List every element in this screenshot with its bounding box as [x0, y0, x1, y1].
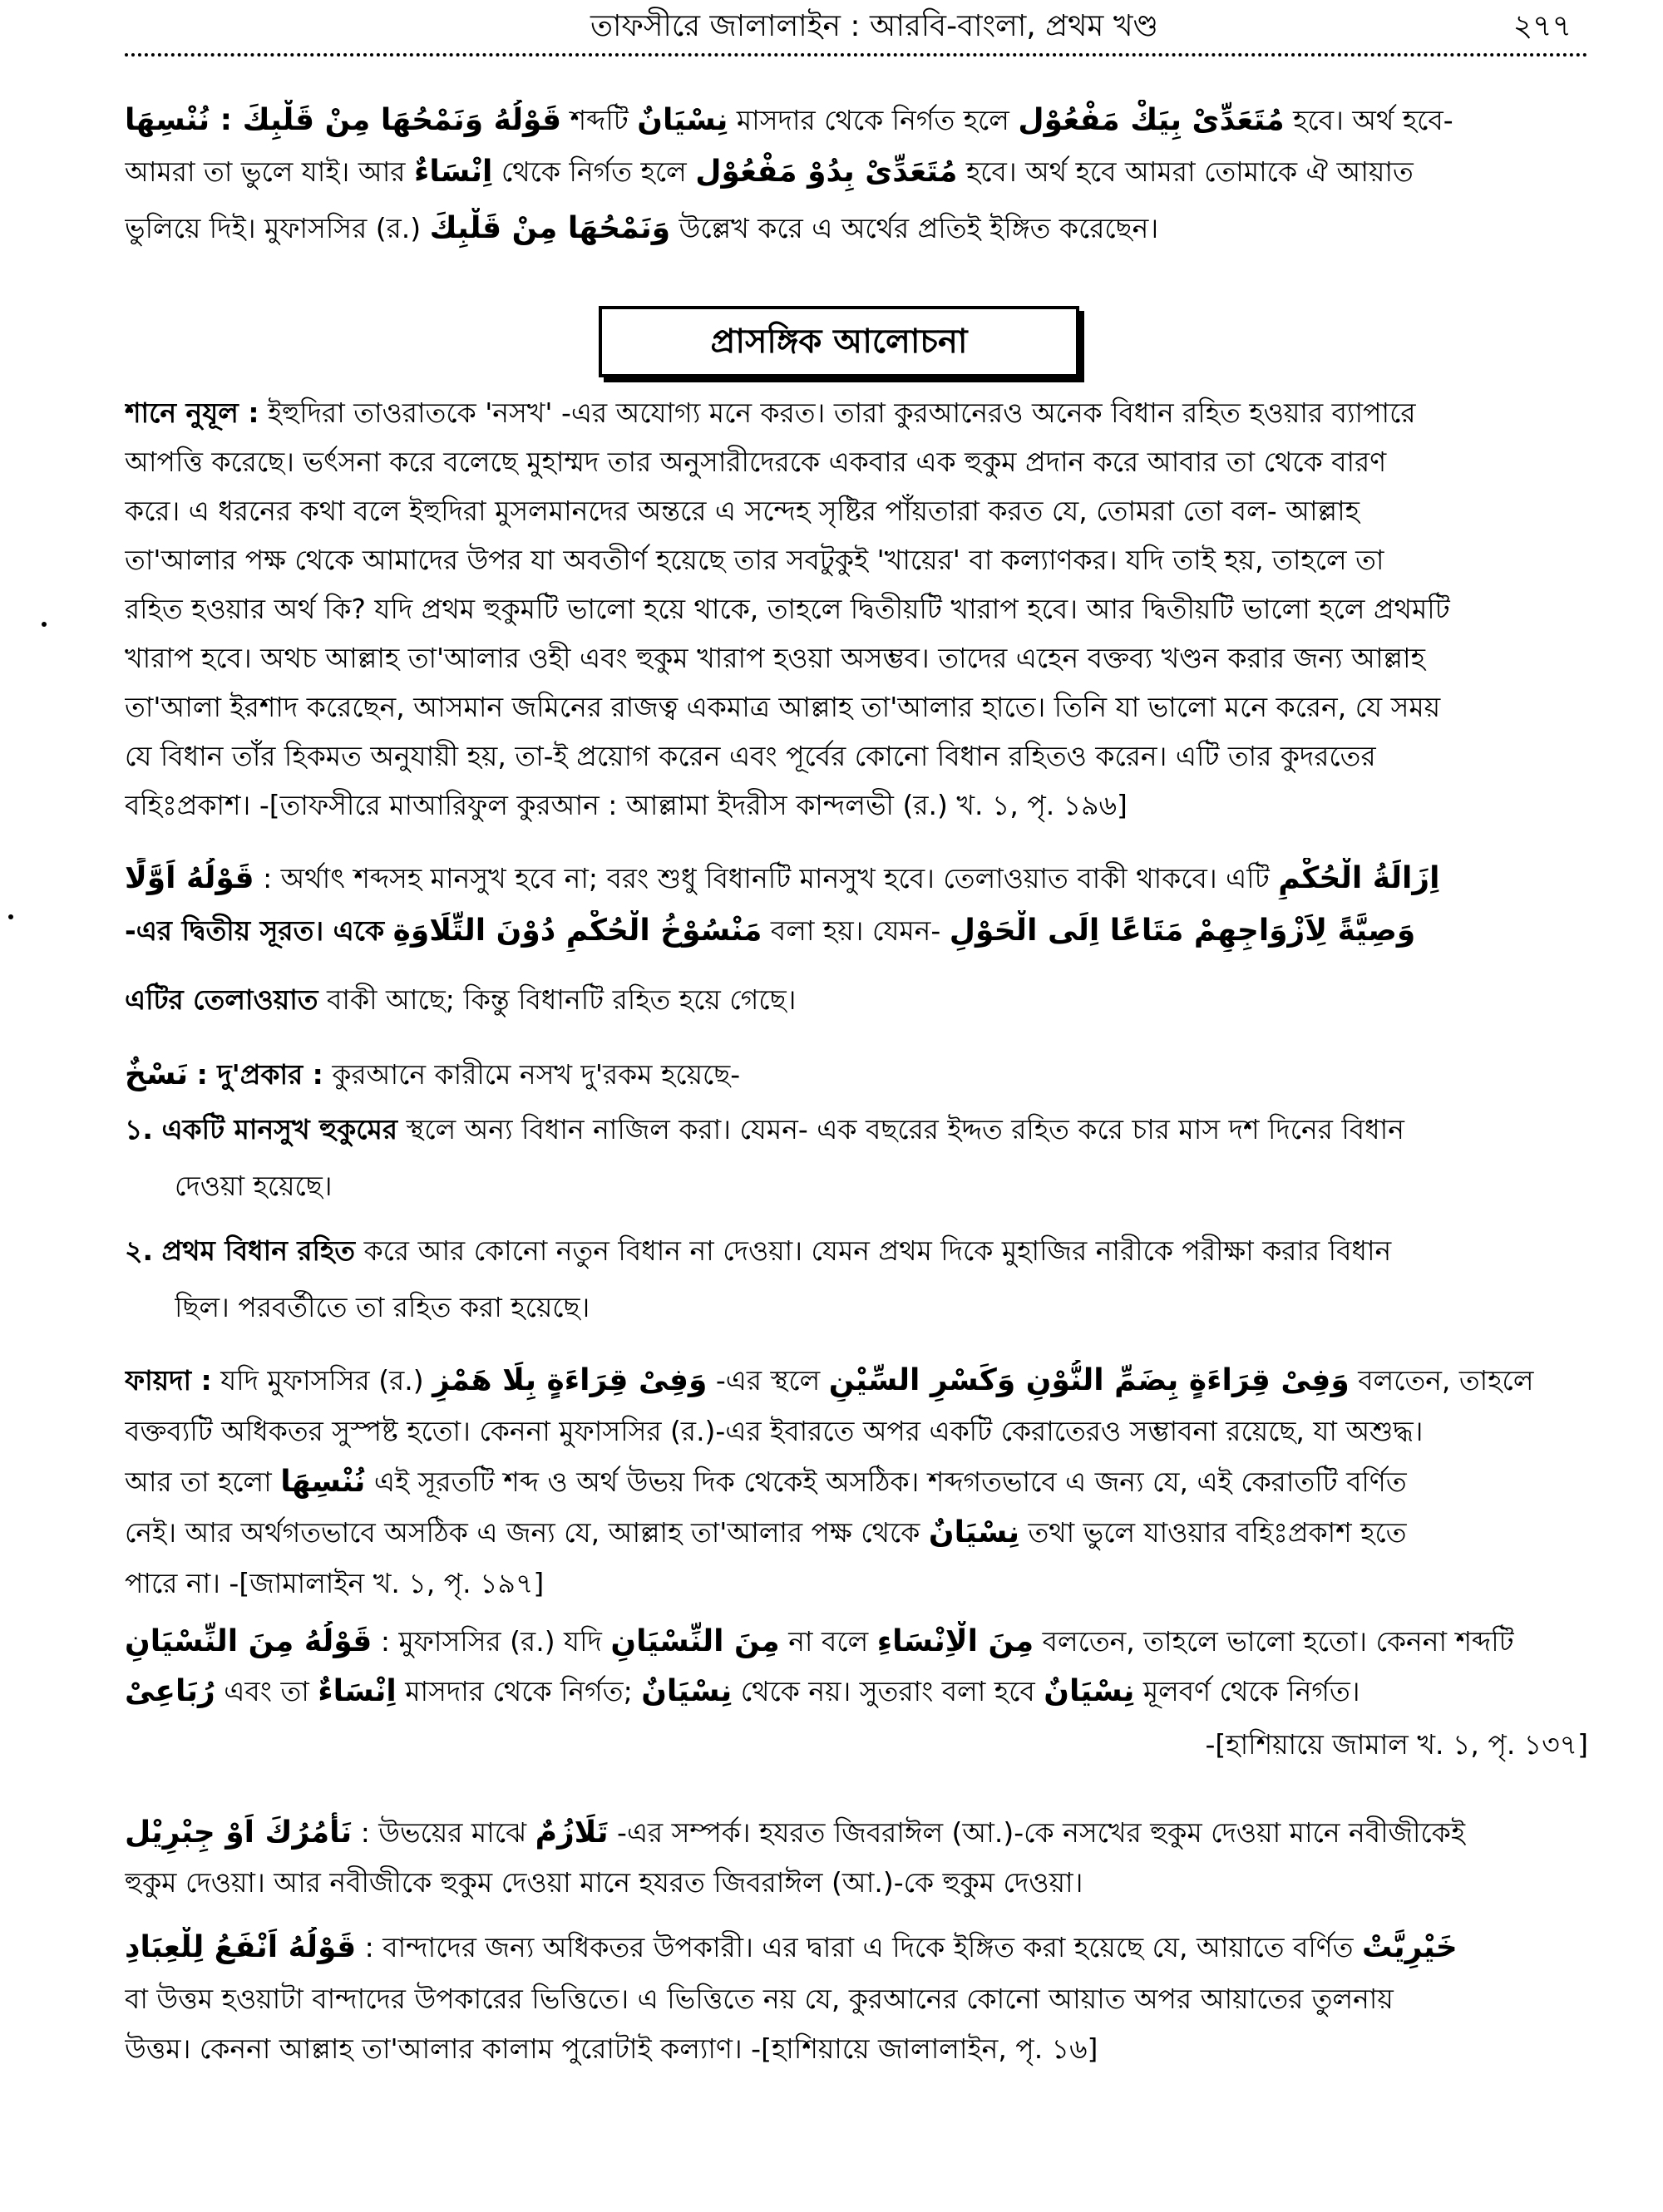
section-heading-box: প্রাসঙ্গিক আলোচনা — [599, 306, 1079, 377]
running-header — [125, 0, 1588, 50]
naskh-item-1-cont: দেওয়া হয়েছে। — [175, 1170, 333, 1202]
book-title: তাফসীরে জালালাইন : আরবি-বাংলা, প্রথম খণ্ড — [590, 9, 1158, 43]
text: কুরআনে কারীমে নসখ দু'রকম হয়েছে- — [332, 1058, 741, 1091]
list-number: ১. — [125, 1113, 153, 1145]
arabic-term: خَيْرِيَّتْ — [1362, 1930, 1458, 1964]
text: একটি মানসুখ হুকুমের — [161, 1113, 397, 1145]
text: শব্দটি — [570, 104, 629, 136]
arabic-verse: وَصِيَّةً لِاَزْوَاجِهِمْ مَتَاعًا اِلَى الْحَوْلِ — [949, 914, 1416, 948]
text: মাসদার থেকে নির্গত হলে — [736, 104, 1009, 136]
arabic-heading: قَوْلُهُ اَنْفَعُ لِلْعِبَادِ — [125, 1930, 357, 1964]
text: বাকী আছে; কিন্তু বিধানটি রহিত হয়ে গেছে। — [327, 983, 797, 1016]
arabic-term: نُنْسِهَا — [280, 1465, 366, 1499]
text: নেই। আর অর্থগতভাবে অসঠিক এ জন্য যে, আল্লাহ তা'আলার পক্ষ থেকে — [125, 1516, 920, 1549]
arabic-heading: قَوْلُهُ اَوَّلًا — [125, 861, 254, 895]
arabic-term: مُتَعَدِّىْ بِيَكْ مَفْعُوْل — [1018, 103, 1285, 137]
text: এবং তা — [224, 1675, 309, 1707]
min-nisyan-line-2 — [125, 1671, 1588, 1712]
arabic-term: مَنْسُوْخُ الْحُكْمِ دُوْنَ التِّلَاوَةِ — [392, 914, 762, 948]
shane-nuzul-citation: বহিঃপ্রকাশ। -[তাফসীরে মাআরিফুল কুরআন : আল্লামা ইদরীস কান্দলভী (র.) খ. ১, পৃ. ১৯৬] — [125, 789, 1128, 821]
text: থেকে নির্গত হলে — [501, 155, 687, 188]
text: মাসদার থেকে নির্গত; — [405, 1675, 633, 1707]
text: : মুফাসসির (র.) যদি — [380, 1625, 602, 1658]
text: না বলে — [788, 1625, 869, 1658]
shane-nuzul-line: আপত্তি করেছে। ভর্ৎসনা করে বলেছে মুহাম্মদ তার অনুসারীদেরকে একবার এক হুকুম প্রদান করে আবার তা থেকে বারণ — [125, 446, 1387, 478]
awwalan-line-1 — [125, 858, 1588, 899]
shane-nuzul-line: রহিত হওয়ার অর্থ কি? যদি প্রথম হুকুমটি ভালো হয়ে থাকে, তাহলে দ্বিতীয়টি খারাপ হবে। আর দ্বিতীয়টি ভালো হলে প্রথমটি — [125, 593, 1450, 625]
arabic-term: نِسْيَانٌ — [1044, 1674, 1135, 1708]
text: বলতেন, তাহলে ভালো হতো। কেননা শব্দটি — [1042, 1625, 1514, 1658]
intro-line-3 — [125, 208, 1588, 249]
min-nisyan-citation: -[হাশিয়ায়ে জামাল খ. ১, পৃ. ১৩৭] — [1205, 1728, 1588, 1761]
page-number: ২৭৭ — [1512, 9, 1572, 43]
text: আমরা তা ভুলে যাই। আর — [125, 155, 406, 188]
paragraph-label: শানে নুযূল : — [125, 397, 259, 429]
fayda-line-2: বক্তব্যটি অধিকতর সুস্পষ্ট হতো। কেননা মুফাসসির (র.)-এর ইবারতে অপর একটি কেরাতেরও সম্ভাবনা রয়েছে, যা অশুদ্ধ। — [125, 1415, 1424, 1447]
header-dotted-rule — [125, 53, 1588, 57]
shane-nuzul-line: করে। এ ধরনের কথা বলে ইহুদিরা মুসলমানদের অন্তরে এ সন্দেহ সৃষ্টির পাঁয়তারা করত যে, তোমরা তো বল- আল্লাহ — [125, 495, 1360, 527]
naskh-item-1 — [125, 1109, 1588, 1150]
intro-line-2 — [125, 151, 1588, 193]
text: তথা ভুলে যাওয়ার বহিঃপ্রকাশ হতে — [1028, 1516, 1407, 1549]
min-nisyan-line-1 — [125, 1621, 1588, 1663]
text: -এর দ্বিতীয় সূরত। একে — [125, 914, 385, 947]
awwalan-line-2 — [125, 910, 1588, 952]
text: : বান্দাদের জন্য অধিকতর উপকারী। এর দ্বারা এ দিকে ইঙ্গিত করা হয়েছে যে, আয়াতে বর্ণিত — [364, 1931, 1354, 1963]
namruka-line-1 — [125, 1812, 1588, 1854]
text: আর তা হলো — [125, 1466, 272, 1498]
naskh-item-2-cont: ছিল। পরবর্তীতে তা রহিত করা হয়েছে। — [175, 1291, 590, 1323]
arabic-term: اِزَالَةُ الْحُكْمِ — [1278, 861, 1440, 895]
fayda-line-4 — [125, 1512, 1588, 1554]
shane-nuzul-line: তা'আলা ইরশাদ করেছেন, আসমান জমিনের রাজত্ব একমাত্র আল্লাহ তা'আলার হাতে। তিনি যা ভালো মনে করেন, যে সময় — [125, 691, 1441, 723]
arabic-term: نِسْيَانٌ — [641, 1674, 733, 1708]
naskh-item-2 — [125, 1230, 1588, 1272]
scan-speck — [8, 914, 13, 919]
arabic-term: مِنَ الْاِنْسَاءِ — [876, 1624, 1034, 1658]
list-number: ২. — [125, 1234, 153, 1267]
paragraph-label: : দু'প্রকার : — [196, 1058, 323, 1091]
text: ভুলিয়ে দিই। মুফাসসির (র.) — [125, 212, 422, 244]
fayda-line-3 — [125, 1461, 1588, 1503]
fayda-citation: পারে না। -[জামালাইন খ. ১, পৃ. ১৯৭] — [125, 1567, 545, 1599]
arabic-term: رُبَاعِىْ — [125, 1674, 215, 1708]
text: উল্লেখ করে এ অর্থের প্রতিই ইঙ্গিত করেছেন। — [679, 212, 1159, 244]
shane-nuzul-line: খারাপ হবে। অথচ আল্লাহ তা'আলার ওহী এবং হুকুম খারাপ হওয়া অসম্ভব। তাদের এহেন বক্তব্য খণ্ডন করার জন্য আল্লাহ — [125, 642, 1425, 674]
arabic-term: وَفِىْ قِرَاءَةٍ بِلَا هَمْزٍ — [432, 1363, 708, 1397]
text: -এর সম্পর্ক। হযরত জিবরাঈল (আ.)-কে নসখের হুকুম দেওয়া মানে নবীজীকেই — [617, 1816, 1466, 1849]
text: থেকে নয়। সুতরাং বলা হবে — [740, 1675, 1035, 1707]
text: এই সূরতটি শব্দ ও অর্থ উভয় দিক থেকেই অসঠিক। শব্দগতভাবে এ জন্য যে, এই কেরাতটি বর্ণিত — [373, 1466, 1407, 1498]
naskh-intro-line — [125, 1054, 1588, 1096]
anfa-line-2: বা উত্তম হওয়াটা বান্দাদের উপকারের ভিত্তিতে। এ ভিত্তিতে নয় যে, কুরআনের কোনো আয়াত অপর আয়াতের তুলনায় — [125, 1983, 1394, 2015]
text: যদি মুফাসসির (র.) — [220, 1364, 424, 1397]
arabic-term: اِنْسَاءٌ — [413, 155, 493, 189]
arabic-term: مِنَ النِّسْيَانِ — [610, 1624, 780, 1658]
text: প্রথম বিধান রহিত — [161, 1234, 356, 1267]
arabic-term: نِسْيَانٌ — [637, 103, 728, 137]
intro-line-1 — [125, 100, 1588, 141]
text: -এর স্থলে — [715, 1364, 821, 1397]
shane-nuzul-line: যে বিধান তাঁর হিকমত অনুযায়ী হয়, তা-ই প্রয়োগ করেন এবং পূর্বের কোনো বিধান রহিতও করেন। এটি তার কুদরতের — [125, 740, 1376, 772]
scan-speck — [42, 622, 47, 627]
arabic-heading: نَسْخٌ — [125, 1057, 189, 1091]
text: : অর্থাৎ শব্দসহ মানসুখ হবে না; বরং শুধু বিধানটি মানসুখ হবে। তেলাওয়াত বাকী থাকবে। এটি — [263, 862, 1270, 894]
text: ইহুদিরা তাওরাতকে 'নসখ' -এর অযোগ্য মনে করত। তারা কুরআনেরও অনেক বিধান রহিত হওয়ার ব্যাপারে — [268, 397, 1416, 429]
shane-nuzul-line: তা'আলার পক্ষ থেকে আমাদের উপর যা অবতীর্ণ হয়েছে তার সবটুকুই 'খায়ের' বা কল্যাণকর। যদি তাই হয়, তাহলে তা — [125, 544, 1384, 576]
text: করে আর কোনো নতুন বিধান না দেওয়া। যেমন প্রথম দিকে মুহাজির নারীকে পরীক্ষা করার বিধান — [363, 1234, 1392, 1267]
text: বলতেন, তাহলে — [1358, 1364, 1534, 1397]
text: এটির তেলাওয়াত — [125, 983, 318, 1016]
arabic-term: وَنَمْحُهَا مِنْ قَلْبِكَ — [429, 211, 671, 245]
arabic-term: وَفِىْ قِرَاءَةٍ بِضَمِّ النُّوْنِ وَكَسْرِ السِّيْنِ — [828, 1363, 1350, 1397]
text: হবে। অর্থ হবে আমরা তোমাকে ঐ আয়াত — [965, 155, 1414, 188]
text: স্থলে অন্য বিধান নাজিল করা। যেমন- এক বছরের ইদ্দত রহিত করে চার মাস দশ দিনের বিধান — [406, 1113, 1404, 1145]
text: বলা হয়। যেমন- — [770, 914, 941, 947]
paragraph-label: ফায়দা : — [125, 1364, 212, 1397]
arabic-term: قَوْلُهُ وَنَمْحُهَا مِنْ قَلْبِكَ : نُنْسِهَا — [125, 103, 562, 137]
arabic-term: مُتَعَدِّىْ بِدُوْ مَفْعُوْل — [695, 155, 958, 189]
shane-nuzul-line — [125, 392, 1588, 434]
text: হবে। অর্থ হবে- — [1293, 104, 1453, 136]
arabic-term: تَلَازُمٌ — [535, 1815, 609, 1850]
arabic-heading: قَوْلُهُ مِنَ النِّسْيَانِ — [125, 1624, 373, 1658]
arabic-term: نِسْيَانٌ — [928, 1515, 1019, 1549]
text: মূলবর্ণ থেকে নির্গত। — [1142, 1675, 1360, 1707]
anfa-line-1 — [125, 1927, 1588, 1968]
anfa-line-3: উত্তম। কেননা আল্লাহ তা'আলার কালাম পুরোটাই কল্যাণ। -[হাশিয়ায়ে জালালাইন, পৃ. ১৬] — [125, 2032, 1098, 2065]
awwalan-line-3 — [125, 979, 1588, 1021]
fayda-line-1 — [125, 1360, 1588, 1402]
namruka-line-2: হুকুম দেওয়া। আর নবীজীকে হুকুম দেওয়া মানে হযরত জিবরাঈল (আ.)-কে হুকুম দেওয়া। — [125, 1866, 1083, 1899]
text: : উভয়ের মাঝে — [360, 1816, 527, 1849]
arabic-heading: نَأْمُرُكَ اَوْ جِبْرِيْل — [125, 1815, 353, 1850]
arabic-term: اِنْسَاءٌ — [318, 1674, 397, 1708]
